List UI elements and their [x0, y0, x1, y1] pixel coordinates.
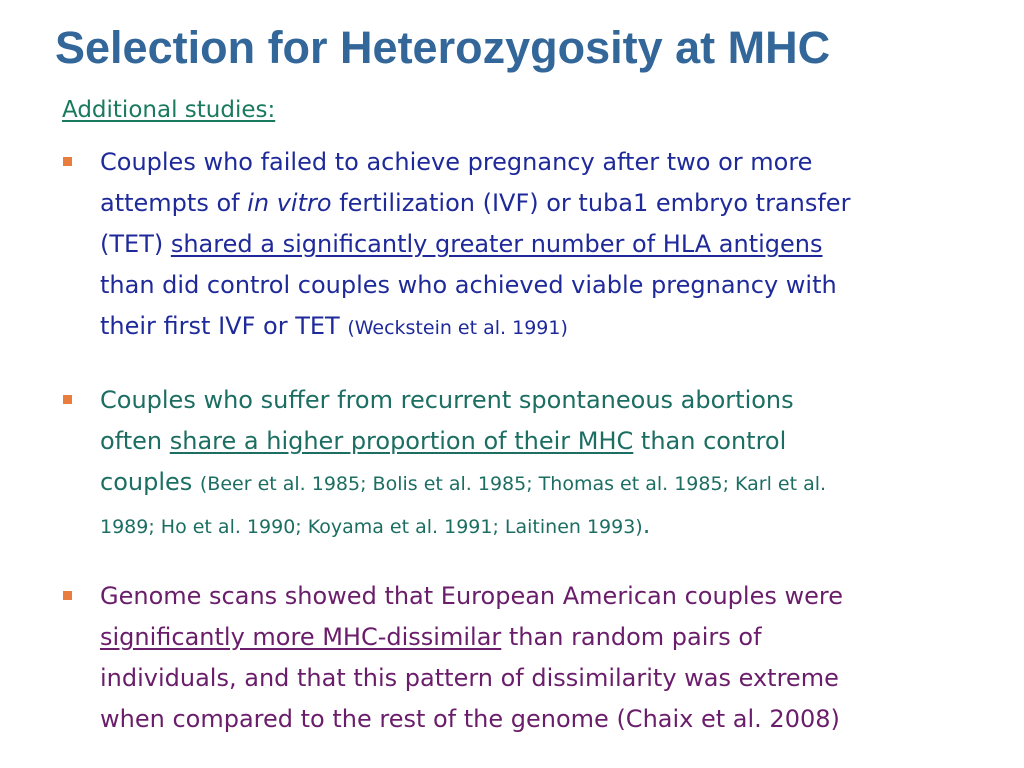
bullet-1-text: (TET)	[100, 230, 171, 258]
bullet-3-text: than random pairs of	[501, 623, 762, 651]
bullet-item-3	[100, 576, 980, 740]
bullet-2-line-4	[100, 505, 980, 548]
bullet-2-line-2	[100, 421, 980, 462]
subheading: Additional studies:	[62, 97, 276, 123]
bullet-2-line-1: Couples who suffer from recurrent spontaneous abortions	[100, 386, 794, 414]
bullet-2-text: than control	[633, 427, 787, 455]
bullet-3-line-4: when compared to the rest of the genome (Chaix et al. 2008)	[100, 705, 840, 733]
square-bullet-icon	[63, 157, 72, 166]
bullet-2-text: often	[100, 427, 170, 455]
citation: 1989; Ho et al. 1990; Koyama et al. 1991; Laitinen 1993)	[100, 516, 643, 538]
bullet-1-line-4: than did control couples who achieved viable pregnancy with	[100, 271, 837, 299]
bullet-3-line-1: Genome scans showed that European American couples were	[100, 582, 843, 610]
bullet-2-text: .	[642, 511, 651, 539]
square-bullet-icon	[63, 591, 72, 600]
citation: (Weckstein et al. 1991)	[347, 317, 568, 339]
italic-term: in vitro	[247, 189, 332, 217]
bullet-1-line-5	[100, 306, 980, 349]
bullet-3-line-2	[100, 617, 980, 658]
bullet-1-line-1: Couples who failed to achieve pregnancy after two or more	[100, 148, 813, 176]
underlined-phrase: significantly more MHC-dissimilar	[100, 623, 502, 651]
bullet-item-1	[100, 142, 980, 349]
bullet-1-text: their first IVF or TET	[100, 312, 348, 340]
bullet-item-2	[100, 380, 980, 548]
square-bullet-icon	[63, 395, 72, 404]
slide-title: Selection for Heterozygosity at MHC	[55, 22, 831, 73]
bullet-1-text: attempts of	[100, 189, 248, 217]
bullet-2-line-3	[100, 462, 980, 505]
underlined-phrase: share a higher proportion of their MHC	[169, 427, 634, 455]
citation: (Beer et al. 1985; Bolis et al. 1985; Thomas et al. 1985; Karl et al.	[199, 473, 827, 495]
bullet-1-line-2	[100, 183, 980, 224]
bullet-1-text: fertilization (IVF) or tuba1 embryo transfer	[331, 189, 851, 217]
bullet-2-text: couples	[100, 468, 200, 496]
bullet-3-line-3: individuals, and that this pattern of dissimilarity was extreme	[100, 664, 839, 692]
underlined-phrase: shared a significantly greater number of HLA antigens	[170, 230, 823, 258]
bullet-1-line-3	[100, 224, 980, 265]
